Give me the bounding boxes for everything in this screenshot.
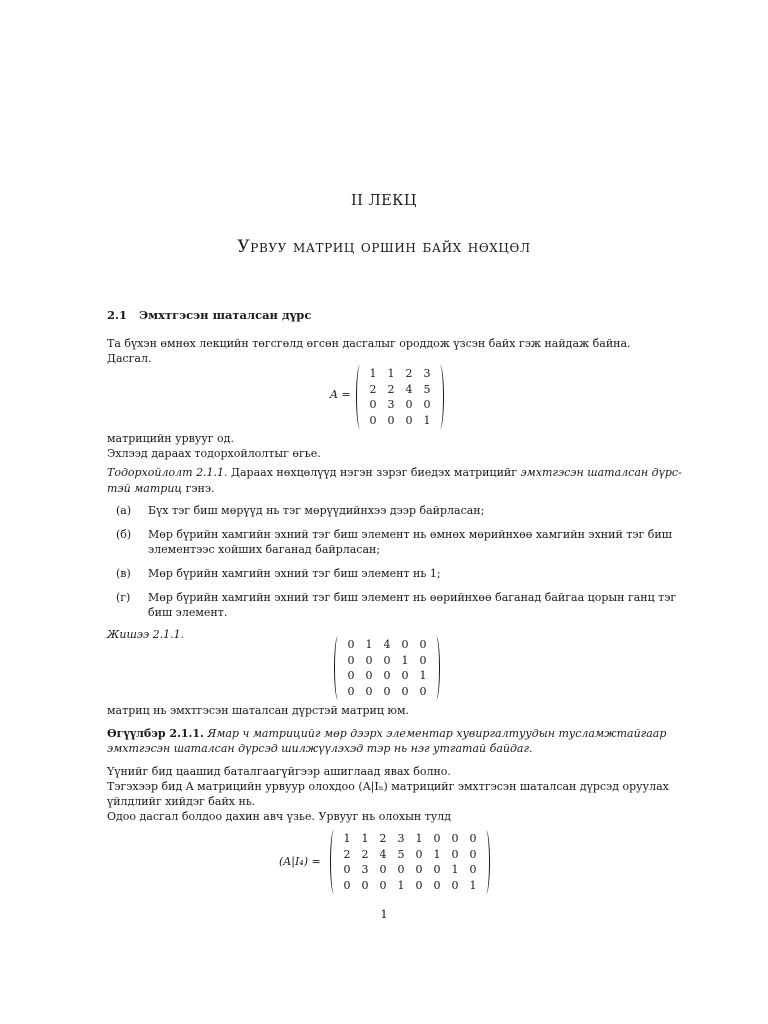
matrix-entry: 2	[379, 832, 387, 845]
after-a-line-2: Эхлээд дараах тодорхойлолтыг өгье.	[107, 447, 321, 460]
definition-line-2	[107, 481, 215, 496]
matrix-ai-label: (A|I₄) =	[279, 855, 321, 868]
condition-b-cont: элементээс хойших баганад байрласан;	[148, 543, 381, 556]
matrix-entry: 0	[469, 847, 477, 861]
definition-term: эмхтгэсэн шаталсан дүрс-	[520, 466, 682, 479]
matrix-entry: 0	[415, 847, 423, 861]
closing-line-3: үйлдлийг хийдэг байх нь.	[107, 795, 256, 808]
matrix-entry: 0	[369, 398, 377, 411]
matrix-entry: 1	[397, 878, 405, 892]
matrix-entry: 2	[369, 382, 377, 396]
definition-text-end: гэнэ.	[182, 482, 215, 495]
matrix-a-grid	[364, 365, 436, 429]
matrix-entry: 1	[469, 878, 477, 892]
lecture-label: II ЛЕКЦ	[350, 193, 418, 209]
section-title: Эмхтгэсэн шаталсан дүрс	[139, 308, 312, 322]
matrix-entry: 0	[401, 684, 409, 698]
matrix-entry: 0	[361, 878, 369, 892]
matrix-entry: 0	[401, 638, 409, 651]
matrix-entry: 3	[397, 832, 405, 845]
condition-label: (а)	[116, 504, 132, 517]
matrix-entry: 1	[433, 847, 441, 861]
matrix-entry: 2	[361, 847, 369, 861]
matrix-entry: 0	[423, 398, 431, 411]
section-heading	[107, 308, 311, 322]
matrix-entry: 1	[343, 832, 351, 845]
matrix-entry: 0	[365, 669, 373, 682]
proposition-line-2: эмхтгэсэн шаталсан дүрсэд шилжүүлэхэд тэр нь нэг утгатай байдаг.	[107, 742, 533, 755]
closing-line-1: Үүнийг бид цаашид баталгаагүйгээр ашиглаад явах болно.	[107, 765, 451, 778]
matrix-entry: 0	[415, 878, 423, 892]
matrix-entry: 0	[469, 832, 477, 845]
matrix-entry: 1	[401, 653, 409, 667]
matrix-entry: 0	[451, 847, 459, 861]
condition-b	[116, 527, 672, 542]
matrix-entry: 1	[423, 413, 431, 427]
matrix-entry: 0	[365, 684, 373, 698]
matrix-entry: 0	[343, 863, 351, 876]
matrix-entry: 1	[365, 638, 373, 651]
right-paren	[482, 830, 490, 894]
condition-text: Мөр бүрийн хамгийн эхний тэг биш элемент нь өөрийнхөө баганад байгаа цорын ганц тэг	[148, 591, 677, 604]
matrix-entry: 4	[383, 638, 391, 651]
matrix-entry: 0	[419, 638, 427, 651]
right-paren	[432, 636, 440, 700]
matrix-entry: 2	[405, 367, 413, 380]
matrix-entry: 0	[433, 832, 441, 845]
closing-line-2: Тэгэхээр бид A матрицийн урвуур олохдоо (A|Iₙ) матрицийг эмхтгэсэн шаталсан дүрсэд оруулах	[107, 780, 669, 793]
condition-label: (г)	[116, 591, 131, 604]
matrix-entry: 4	[405, 382, 413, 396]
matrix-entry: 0	[451, 832, 459, 845]
matrix-entry: 5	[423, 382, 431, 396]
matrix-entry: 1	[387, 367, 395, 380]
section-number: 2.1	[107, 308, 128, 322]
matrix-entry: 3	[361, 863, 369, 876]
condition-text: Мөр бүрийн хамгийн эхний тэг биш элемент нь 1;	[148, 567, 441, 580]
condition-a	[116, 503, 484, 518]
matrix-entry: 0	[383, 684, 391, 698]
definition-text: Дараах нөхцөлүүд нэгэн зэрэг биедэх матрицийг	[227, 466, 521, 479]
matrix-entry: 0	[347, 638, 355, 651]
matrix-entry: 0	[383, 653, 391, 667]
matrix-entry: 0	[433, 863, 441, 876]
matrix-entry: 1	[419, 669, 427, 682]
matrix-entry: 0	[379, 863, 387, 876]
matrix-entry: 0	[383, 669, 391, 682]
matrix-entry: 1	[369, 367, 377, 380]
condition-text: Бүх тэг биш мөрүүд нь тэг мөрүүдийнхээ дээр байрласан;	[148, 504, 485, 517]
matrix-ai	[330, 830, 490, 894]
left-paren	[356, 365, 364, 429]
matrix-entry: 0	[369, 413, 377, 427]
right-paren	[436, 365, 444, 429]
example-matrix	[334, 636, 440, 700]
definition-line-1	[107, 465, 682, 480]
matrix-entry: 0	[433, 878, 441, 892]
matrix-entry: 1	[415, 832, 423, 845]
matrix-entry: 0	[347, 669, 355, 682]
matrix-entry: 0	[387, 413, 395, 427]
matrix-entry: 5	[397, 847, 405, 861]
proposition-text: Ямар ч матрицийг мөр дээрх элементар хувиргалтуудын тусламжтайгаар	[207, 727, 667, 740]
matrix-entry: 4	[379, 847, 387, 861]
condition-d-cont: биш элемент.	[148, 606, 228, 619]
matrix-entry: 0	[405, 413, 413, 427]
matrix-entry: 1	[361, 832, 369, 845]
left-paren	[330, 830, 338, 894]
matrix-entry: 3	[387, 398, 395, 411]
matrix-entry: 0	[469, 863, 477, 876]
example-after: матриц нь эмхтгэсэн шаталсан дүрстэй матриц юм.	[107, 704, 410, 717]
matrix-entry: 0	[401, 669, 409, 682]
matrix-a-label: A =	[330, 388, 351, 401]
matrix-entry: 0	[379, 878, 387, 892]
matrix-a	[356, 365, 444, 429]
matrix-entry: 1	[451, 863, 459, 876]
condition-c	[116, 566, 441, 581]
condition-d	[116, 590, 676, 605]
matrix-entry: 0	[415, 863, 423, 876]
matrix-entry: 0	[451, 878, 459, 892]
page-title: Урвуу матриц оршин байх нөхцөл	[237, 237, 531, 257]
matrix-entry: 2	[387, 382, 395, 396]
proposition-label: Өгүүлбэр 2.1.1.	[107, 727, 204, 740]
matrix-entry: 0	[347, 684, 355, 698]
matrix-entry: 2	[343, 847, 351, 861]
after-a-line-1: матрицийн урвууг од.	[107, 432, 234, 445]
matrix-ai-grid	[338, 830, 482, 894]
matrix-entry: 0	[343, 878, 351, 892]
matrix-entry: 0	[419, 684, 427, 698]
matrix-entry: 0	[405, 398, 413, 411]
definition-label: Тодорхойлолт 2.1.1.	[107, 466, 228, 479]
closing-line-4: Одоо дасгал болдоо дахин авч үзье. Урвууг нь олохын тулд	[107, 810, 452, 823]
matrix-entry: 0	[397, 863, 405, 876]
example-matrix-grid	[342, 636, 432, 700]
condition-text: Мөр бүрийн хамгийн эхний тэг биш элемент нь өмнөх мөрийнхөө хамгийн эхний тэг биш	[148, 528, 672, 541]
matrix-entry: 3	[423, 367, 431, 380]
page-number: 1	[380, 907, 388, 921]
condition-label: (б)	[116, 528, 132, 541]
proposition-line-1	[107, 726, 666, 741]
condition-label: (в)	[116, 567, 131, 580]
left-paren	[334, 636, 342, 700]
intro-line-2: Дасгал.	[107, 352, 152, 365]
intro-line-1: Та бүхэн өмнөх лекцийн төгсгөлд өгсөн дасгалыг ороддож үзсэн байх гэж найдаж байна.	[107, 337, 631, 350]
matrix-entry: 0	[419, 653, 427, 667]
matrix-entry: 0	[347, 653, 355, 667]
matrix-entry: 0	[365, 653, 373, 667]
example-label: Жишээ 2.1.1.	[107, 628, 185, 641]
definition-term-cont: тэй матриц	[107, 482, 183, 495]
